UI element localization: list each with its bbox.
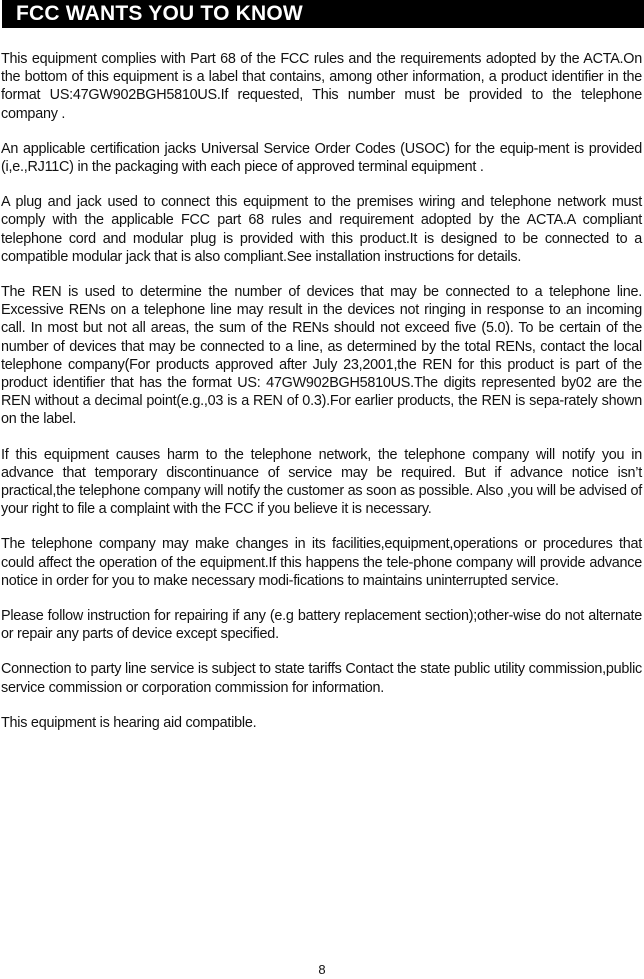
page-title: FCC WANTS YOU TO KNOW — [16, 2, 303, 25]
document-body — [1, 50, 642, 749]
paragraph-party-line: Connection to party line service is subject to state tariffs Contact the state public utility commission,public service commission or corporation commission for information. — [1, 661, 642, 696]
paragraph-plug-and-jack: A plug and jack used to connect this equipment to the premises wiring and telephone network must comply with the applicable FCC part 68 rules and requirement adopted by the ACTA.A compliant telephone cord and modular plug is provided with this product.It is designed to be connected to a compatible modular jack that is also compliant.See installation instructions for details. — [1, 194, 642, 265]
header-bar — [2, 0, 644, 28]
paragraph-repair: Please follow instruction for repairing if any (e.g battery replacement section);other-wise do not alternate or repair any parts of device except specified. — [1, 608, 642, 643]
paragraph-fcc-part-68: This equipment complies with Part 68 of the FCC rules and the requirements adopted by the ACTA.On the bottom of this equipment is a label that contains, among other information, a product identifier in the format US:47GW902BGH5810US.If requested, This number must be provided to the telephone company . — [1, 51, 642, 122]
page-number: 8 — [318, 962, 326, 977]
paragraph-ren: The REN is used to determine the number of devices that may be connected to a telephone line. Excessive RENs on a telephone line may result in the devices not ringing in response to an incoming call. In most but not all areas, the sum of the RENs should not exceed five (5.0). To be certain of the number of devices that may be connected to a line, as determined by the total RENs, contact the local telephone company(For products approved after July 23,2001,the REN for this product is part of the product identifier that has the format US: 47GW902BGH5810US.The digits represented by02 are the REN without a decimal point(e.g.,03 is a REN of 0.3).For earlier products, the REN is sepa-rately shown on the label. — [1, 284, 642, 428]
paragraph-facility-changes: The telephone company may make changes in its facilities,equipment,operations or procedures that could affect the operation of the equipment.If this happens the tele-phone company will provide advance notice in order for you to make necessary modi-fications to maintains uninterrupted service. — [1, 536, 642, 589]
paragraph-network-harm: If this equipment causes harm to the telephone network, the telephone company will notify you in advance that temporary discontinuance of service may be required. But if advance notice isn’t practical,the telephone company will notify the customer as soon as possible. Also ,you will be advised of your right to file a complaint with the FCC if you believe it is necessary. — [1, 446, 642, 518]
paragraph-usoc-jacks: An applicable certification jacks Universal Service Order Codes (USOC) for the equip-ment is provided (i,e.,RJ11C) in the packaging with each piece of approved terminal equipment . — [1, 140, 642, 176]
paragraph-hearing-aid: This equipment is hearing aid compatible. — [1, 714, 257, 731]
